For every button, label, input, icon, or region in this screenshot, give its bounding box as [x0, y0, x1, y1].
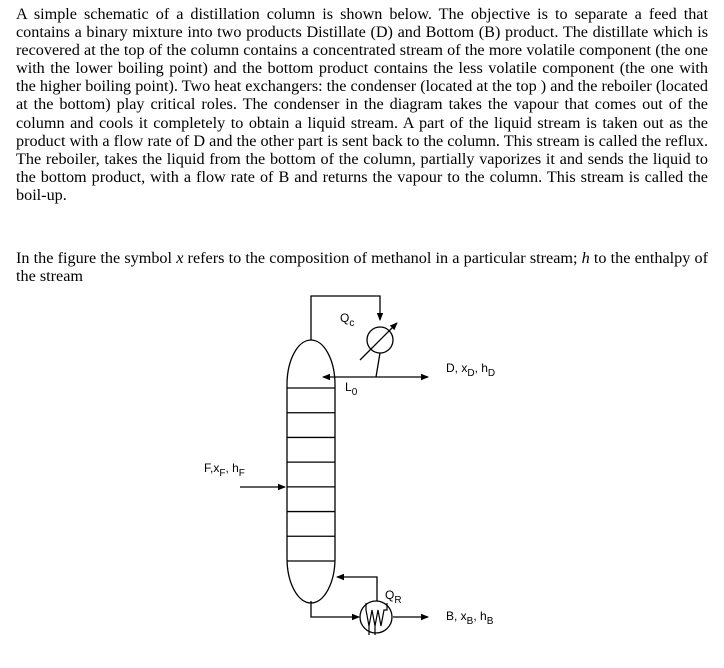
bottoms-label: B, $x_B$, $h_B$ — [446, 609, 494, 627]
reboiler-icon — [360, 601, 392, 635]
distillation-column — [287, 340, 335, 603]
intro-paragraph: A simple schematic of a distillation column is shown below. The objective is to separate a feed that contains a binary mixture into two products Distillate (D) and Bottom (B) product. The distillate which is recovered at the top of the column contains a concentrated stream of the more volatile component (the one with the lower boiling point) and the bottom product contains the less volatile component (the one with the higher boiling point). Two heat exchangers: the condenser (located at the top ) and the reboiler (located at the bottom) play critical roles. The condenser in the diagram takes the vapour that comes out of the column and cools it completely to obtain a liquid stream. A part of the liquid stream is taken out as the product with a flow rate of D and the other part is sent back to the column. This stream is called the reflux. The reboiler, takes the liquid from the bottom of the column, partially vaporizes it and sends the liquid to the bottom product, with a flow rate of B and returns the vapour to the column. This stream is called the boil-up. — [16, 5, 708, 204]
feed-label: $F,x_F$, $h_F$ — [204, 461, 245, 479]
symbol-x: x — [176, 249, 184, 267]
condenser-duty-label: $Q_c$ — [340, 311, 355, 329]
column-trays — [287, 388, 335, 561]
para2-part3: to the enthalpy of the stream — [16, 249, 708, 286]
reflux-label: $L_0$ — [345, 380, 358, 398]
bottoms-draw-line — [311, 601, 359, 617]
column-shell — [287, 340, 335, 603]
para2-part2: refers to the composition of methanol in a particular stream; — [183, 249, 582, 267]
condenser-icon — [360, 323, 397, 377]
reboiler-duty-label: $Q_R$ — [385, 588, 402, 606]
distillate-label: D, $x_D$, $h_D$ — [446, 361, 496, 379]
para2-part1: In the figure the symbol — [16, 249, 177, 267]
symbol-h: h — [581, 249, 590, 267]
